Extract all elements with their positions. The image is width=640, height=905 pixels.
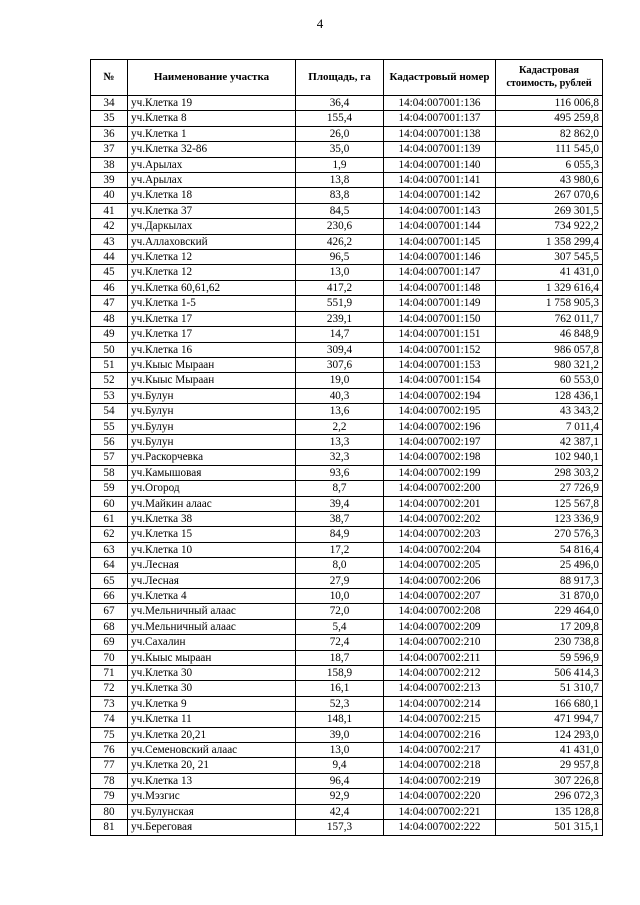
area-value: 10,0 xyxy=(296,589,384,604)
table-row xyxy=(91,203,603,218)
area-value: 551,9 xyxy=(296,296,384,311)
area-value: 35,0 xyxy=(296,142,384,157)
cadastral-value: 267 070,6 xyxy=(496,188,603,203)
cadastral-number: 14:04:007002:210 xyxy=(384,635,496,650)
cadastral-number: 14:04:007002:209 xyxy=(384,619,496,634)
area-value: 42,4 xyxy=(296,804,384,819)
parcel-name: уч.Булун xyxy=(128,434,296,449)
area-value: 32,3 xyxy=(296,450,384,465)
cadastral-value: 43 980,6 xyxy=(496,173,603,188)
table-row xyxy=(91,219,603,234)
cadastral-number: 14:04:007002:211 xyxy=(384,650,496,665)
row-number: 44 xyxy=(91,250,128,265)
table-row xyxy=(91,188,603,203)
parcel-name: уч.Булун xyxy=(128,404,296,419)
row-number: 42 xyxy=(91,219,128,234)
table-row xyxy=(91,357,603,372)
parcel-name: уч.Клетка 12 xyxy=(128,265,296,280)
table-row xyxy=(91,696,603,711)
cadastral-value: 1 358 299,4 xyxy=(496,234,603,249)
cadastral-number: 14:04:007001:150 xyxy=(384,311,496,326)
parcel-name: уч.Лесная xyxy=(128,573,296,588)
cadastral-number: 14:04:007002:214 xyxy=(384,696,496,711)
row-number: 50 xyxy=(91,342,128,357)
row-number: 62 xyxy=(91,527,128,542)
area-value: 40,3 xyxy=(296,388,384,403)
parcel-name: уч.Клетка 12 xyxy=(128,250,296,265)
cadastral-number: 14:04:007001:147 xyxy=(384,265,496,280)
cadastral-number: 14:04:007002:194 xyxy=(384,388,496,403)
cadastral-value: 27 726,9 xyxy=(496,481,603,496)
row-number: 71 xyxy=(91,666,128,681)
cadastral-number: 14:04:007001:142 xyxy=(384,188,496,203)
area-value: 14,7 xyxy=(296,327,384,342)
cadastral-number: 14:04:007001:140 xyxy=(384,157,496,172)
table-row xyxy=(91,404,603,419)
row-number: 76 xyxy=(91,743,128,758)
row-number: 72 xyxy=(91,681,128,696)
cadastral-value: 980 321,2 xyxy=(496,357,603,372)
parcel-name: уч.Булун xyxy=(128,388,296,403)
area-value: 19,0 xyxy=(296,373,384,388)
cadastral-value: 270 576,3 xyxy=(496,527,603,542)
cadastral-number: 14:04:007001:141 xyxy=(384,173,496,188)
table-row xyxy=(91,573,603,588)
row-number: 77 xyxy=(91,758,128,773)
table-row xyxy=(91,373,603,388)
row-number: 61 xyxy=(91,511,128,526)
parcel-name: уч.Кыыс Мыраан xyxy=(128,357,296,372)
table-header-row xyxy=(91,60,603,96)
row-number: 55 xyxy=(91,419,128,434)
area-value: 13,0 xyxy=(296,743,384,758)
cadastral-number: 14:04:007001:148 xyxy=(384,280,496,295)
row-number: 58 xyxy=(91,465,128,480)
cadastral-value: 501 315,1 xyxy=(496,820,603,835)
cadastral-number: 14:04:007002:219 xyxy=(384,773,496,788)
row-number: 57 xyxy=(91,450,128,465)
table-row xyxy=(91,434,603,449)
cadastral-value: 7 011,4 xyxy=(496,419,603,434)
parcel-name: уч.Клетка 30 xyxy=(128,666,296,681)
cadastral-value: 17 209,8 xyxy=(496,619,603,634)
area-value: 84,5 xyxy=(296,203,384,218)
area-value: 52,3 xyxy=(296,696,384,711)
cadastral-number: 14:04:007002:196 xyxy=(384,419,496,434)
cadastral-number: 14:04:007002:217 xyxy=(384,743,496,758)
row-number: 35 xyxy=(91,111,128,126)
table-row xyxy=(91,511,603,526)
table-row xyxy=(91,265,603,280)
cadastral-value: 88 917,3 xyxy=(496,573,603,588)
area-value: 13,0 xyxy=(296,265,384,280)
cadastral-number: 14:04:007001:146 xyxy=(384,250,496,265)
cadastral-value: 307 545,5 xyxy=(496,250,603,265)
parcel-name: уч.Сахалин xyxy=(128,635,296,650)
row-number: 47 xyxy=(91,296,128,311)
cadastral-value: 762 011,7 xyxy=(496,311,603,326)
cadastral-value: 82 862,0 xyxy=(496,126,603,141)
cadastral-number: 14:04:007002:198 xyxy=(384,450,496,465)
row-number: 48 xyxy=(91,311,128,326)
row-number: 39 xyxy=(91,173,128,188)
area-value: 39,4 xyxy=(296,496,384,511)
row-number: 68 xyxy=(91,619,128,634)
row-number: 79 xyxy=(91,789,128,804)
parcel-name: уч.Клетка 38 xyxy=(128,511,296,526)
parcel-name: уч.Кыыс Мыраан xyxy=(128,373,296,388)
cadastral-number: 14:04:007002:200 xyxy=(384,481,496,496)
cadastral-value: 111 545,0 xyxy=(496,142,603,157)
cadastral-value: 298 303,2 xyxy=(496,465,603,480)
row-number: 49 xyxy=(91,327,128,342)
area-value: 8,7 xyxy=(296,481,384,496)
cadastral-value: 1 329 616,4 xyxy=(496,280,603,295)
cadastral-value: 269 301,5 xyxy=(496,203,603,218)
cadastral-value: 41 431,0 xyxy=(496,265,603,280)
cadastral-value: 25 496,0 xyxy=(496,558,603,573)
parcel-name: уч.Семеновский алаас xyxy=(128,743,296,758)
table-row xyxy=(91,820,603,835)
parcel-name: уч.Клетка 16 xyxy=(128,342,296,357)
cadastral-value: 41 431,0 xyxy=(496,743,603,758)
cadastral-number: 14:04:007002:195 xyxy=(384,404,496,419)
table-row xyxy=(91,773,603,788)
area-value: 72,4 xyxy=(296,635,384,650)
parcel-name: уч.Клетка 13 xyxy=(128,773,296,788)
row-number: 80 xyxy=(91,804,128,819)
parcel-name: уч.Раскорчевка xyxy=(128,450,296,465)
parcel-name: уч.Камышовая xyxy=(128,465,296,480)
cadastral-value: 43 343,2 xyxy=(496,404,603,419)
row-number: 63 xyxy=(91,542,128,557)
cadastral-number: 14:04:007002:199 xyxy=(384,465,496,480)
cadastral-value: 124 293,0 xyxy=(496,727,603,742)
table-row xyxy=(91,743,603,758)
area-value: 17,2 xyxy=(296,542,384,557)
cadastral-number: 14:04:007001:153 xyxy=(384,357,496,372)
page-number: 4 xyxy=(316,16,324,31)
cadastral-number: 14:04:007001:137 xyxy=(384,111,496,126)
row-number: 40 xyxy=(91,188,128,203)
table-row xyxy=(91,327,603,342)
parcel-name: уч.Клетка 1 xyxy=(128,126,296,141)
table-row xyxy=(91,727,603,742)
table-row xyxy=(91,789,603,804)
parcel-name: уч.Булунская xyxy=(128,804,296,819)
cadastral-value: 60 553,0 xyxy=(496,373,603,388)
cadastral-number: 14:04:007002:212 xyxy=(384,666,496,681)
cadastral-value: 734 922,2 xyxy=(496,219,603,234)
table-row xyxy=(91,666,603,681)
parcel-name: уч.Клетка 4 xyxy=(128,589,296,604)
area-value: 96,4 xyxy=(296,773,384,788)
row-number: 46 xyxy=(91,280,128,295)
row-number: 41 xyxy=(91,203,128,218)
cadastral-value: 135 128,8 xyxy=(496,804,603,819)
parcel-name: уч.Майкин алаас xyxy=(128,496,296,511)
parcel-name: уч.Арылах xyxy=(128,173,296,188)
table-row xyxy=(91,450,603,465)
parcel-name: уч.Клетка 17 xyxy=(128,327,296,342)
cadastral-value: 166 680,1 xyxy=(496,696,603,711)
table-row xyxy=(91,311,603,326)
row-number: 34 xyxy=(91,96,128,111)
parcel-name: уч.Клетка 15 xyxy=(128,527,296,542)
cadastral-number: 14:04:007002:202 xyxy=(384,511,496,526)
parcel-name: уч.Кыыс мыраан xyxy=(128,650,296,665)
row-number: 67 xyxy=(91,604,128,619)
row-number: 81 xyxy=(91,820,128,835)
header-parcel-name: Наименование участка xyxy=(128,60,296,96)
table-row xyxy=(91,650,603,665)
cadastral-value: 102 940,1 xyxy=(496,450,603,465)
table-row xyxy=(91,758,603,773)
cadastral-value: 128 436,1 xyxy=(496,388,603,403)
parcel-name: уч.Клетка 17 xyxy=(128,311,296,326)
parcel-name: уч.Клетка 20,21 xyxy=(128,727,296,742)
cadastral-number: 14:04:007002:205 xyxy=(384,558,496,573)
cadastral-number: 14:04:007002:218 xyxy=(384,758,496,773)
cadastral-value: 229 464,0 xyxy=(496,604,603,619)
cadastral-value: 42 387,1 xyxy=(496,434,603,449)
row-number: 53 xyxy=(91,388,128,403)
area-value: 13,8 xyxy=(296,173,384,188)
table-row xyxy=(91,496,603,511)
parcel-name: уч.Клетка 60,61,62 xyxy=(128,280,296,295)
parcel-name: уч.Даркылах xyxy=(128,219,296,234)
table-body xyxy=(91,96,603,836)
area-value: 83,8 xyxy=(296,188,384,203)
row-number: 70 xyxy=(91,650,128,665)
area-value: 230,6 xyxy=(296,219,384,234)
parcel-name: уч.Клетка 9 xyxy=(128,696,296,711)
area-value: 27,9 xyxy=(296,573,384,588)
parcel-name: уч.Клетка 11 xyxy=(128,712,296,727)
cadastral-number: 14:04:007002:216 xyxy=(384,727,496,742)
area-value: 426,2 xyxy=(296,234,384,249)
cadastral-number: 14:04:007001:138 xyxy=(384,126,496,141)
row-number: 56 xyxy=(91,434,128,449)
cadastral-number: 14:04:007002:207 xyxy=(384,589,496,604)
table-row xyxy=(91,681,603,696)
cadastral-number: 14:04:007001:151 xyxy=(384,327,496,342)
cadastral-number: 14:04:007001:136 xyxy=(384,96,496,111)
parcel-name: уч.Мэзгис xyxy=(128,789,296,804)
area-value: 148,1 xyxy=(296,712,384,727)
area-value: 84,9 xyxy=(296,527,384,542)
cadastral-value: 307 226,8 xyxy=(496,773,603,788)
row-number: 73 xyxy=(91,696,128,711)
table-row xyxy=(91,589,603,604)
parcel-name: уч.Арылах xyxy=(128,157,296,172)
cadastral-value: 116 006,8 xyxy=(496,96,603,111)
cadastral-value: 46 848,9 xyxy=(496,327,603,342)
cadastral-number: 14:04:007002:203 xyxy=(384,527,496,542)
cadastral-number: 14:04:007001:145 xyxy=(384,234,496,249)
cadastral-value: 31 870,0 xyxy=(496,589,603,604)
header-cadastral-value: Кадастровая стоимость, рублей xyxy=(496,60,603,96)
table-row xyxy=(91,142,603,157)
table-row xyxy=(91,173,603,188)
table-row xyxy=(91,481,603,496)
cadastral-number: 14:04:007002:197 xyxy=(384,434,496,449)
table-row xyxy=(91,157,603,172)
area-value: 309,4 xyxy=(296,342,384,357)
area-value: 18,7 xyxy=(296,650,384,665)
parcel-name: уч.Клетка 37 xyxy=(128,203,296,218)
cadastral-value: 986 057,8 xyxy=(496,342,603,357)
area-value: 8,0 xyxy=(296,558,384,573)
area-value: 38,7 xyxy=(296,511,384,526)
table-row xyxy=(91,126,603,141)
cadastral-number: 14:04:007001:154 xyxy=(384,373,496,388)
row-number: 45 xyxy=(91,265,128,280)
cadastral-value: 1 758 905,3 xyxy=(496,296,603,311)
row-number: 51 xyxy=(91,357,128,372)
table-row xyxy=(91,96,603,111)
area-value: 16,1 xyxy=(296,681,384,696)
cadastral-value: 471 994,7 xyxy=(496,712,603,727)
parcel-name: уч.Клетка 19 xyxy=(128,96,296,111)
cadastral-value: 495 259,8 xyxy=(496,111,603,126)
area-value: 96,5 xyxy=(296,250,384,265)
table-row xyxy=(91,804,603,819)
header-area: Площадь, га xyxy=(296,60,384,96)
table-row xyxy=(91,111,603,126)
area-value: 1,9 xyxy=(296,157,384,172)
parcel-name: уч.Мельничный алаас xyxy=(128,604,296,619)
parcel-name: уч.Булун xyxy=(128,419,296,434)
cadastral-number: 14:04:007002:221 xyxy=(384,804,496,819)
parcel-name: уч.Клетка 1-5 xyxy=(128,296,296,311)
land-parcels-table xyxy=(90,59,603,836)
table-row xyxy=(91,419,603,434)
area-value: 13,6 xyxy=(296,404,384,419)
table-row xyxy=(91,542,603,557)
cadastral-value: 230 738,8 xyxy=(496,635,603,650)
cadastral-number: 14:04:007002:208 xyxy=(384,604,496,619)
table-row xyxy=(91,558,603,573)
area-value: 157,3 xyxy=(296,820,384,835)
row-number: 60 xyxy=(91,496,128,511)
cadastral-value: 125 567,8 xyxy=(496,496,603,511)
row-number: 38 xyxy=(91,157,128,172)
parcel-name: уч.Береговая xyxy=(128,820,296,835)
row-number: 37 xyxy=(91,142,128,157)
row-number: 36 xyxy=(91,126,128,141)
parcel-name: уч.Клетка 30 xyxy=(128,681,296,696)
row-number: 59 xyxy=(91,481,128,496)
table-row xyxy=(91,296,603,311)
parcel-name: уч.Аллаховский xyxy=(128,234,296,249)
row-number: 74 xyxy=(91,712,128,727)
parcel-name: уч.Огород xyxy=(128,481,296,496)
area-value: 26,0 xyxy=(296,126,384,141)
row-number: 69 xyxy=(91,635,128,650)
parcel-name: уч.Клетка 32-86 xyxy=(128,142,296,157)
row-number: 43 xyxy=(91,234,128,249)
table-row xyxy=(91,527,603,542)
area-value: 417,2 xyxy=(296,280,384,295)
row-number: 65 xyxy=(91,573,128,588)
table-row xyxy=(91,250,603,265)
parcel-name: уч.Лесная xyxy=(128,558,296,573)
row-number: 52 xyxy=(91,373,128,388)
table-row xyxy=(91,342,603,357)
area-value: 93,6 xyxy=(296,465,384,480)
area-value: 155,4 xyxy=(296,111,384,126)
area-value: 72,0 xyxy=(296,604,384,619)
cadastral-value: 6 055,3 xyxy=(496,157,603,172)
row-number: 66 xyxy=(91,589,128,604)
cadastral-number: 14:04:007001:152 xyxy=(384,342,496,357)
area-value: 2,2 xyxy=(296,419,384,434)
cadastral-number: 14:04:007002:213 xyxy=(384,681,496,696)
table-row xyxy=(91,388,603,403)
cadastral-value: 59 596,9 xyxy=(496,650,603,665)
cadastral-number: 14:04:007001:139 xyxy=(384,142,496,157)
header-cadastral-number: Кадастровый номер xyxy=(384,60,496,96)
parcel-name: уч.Клетка 20, 21 xyxy=(128,758,296,773)
area-value: 239,1 xyxy=(296,311,384,326)
area-value: 5,4 xyxy=(296,619,384,634)
cadastral-number: 14:04:007001:143 xyxy=(384,203,496,218)
row-number: 54 xyxy=(91,404,128,419)
cadastral-value: 29 957,8 xyxy=(496,758,603,773)
cadastral-value: 51 310,7 xyxy=(496,681,603,696)
cadastral-number: 14:04:007002:215 xyxy=(384,712,496,727)
cadastral-number: 14:04:007002:220 xyxy=(384,789,496,804)
area-value: 307,6 xyxy=(296,357,384,372)
parcel-name: уч.Клетка 18 xyxy=(128,188,296,203)
table-row xyxy=(91,604,603,619)
table-row xyxy=(91,712,603,727)
area-value: 36,4 xyxy=(296,96,384,111)
table-row xyxy=(91,635,603,650)
table-row xyxy=(91,234,603,249)
header-number: № xyxy=(91,60,128,96)
table-row xyxy=(91,280,603,295)
area-value: 9,4 xyxy=(296,758,384,773)
parcel-name: уч.Клетка 10 xyxy=(128,542,296,557)
row-number: 64 xyxy=(91,558,128,573)
cadastral-number: 14:04:007002:206 xyxy=(384,573,496,588)
row-number: 75 xyxy=(91,727,128,742)
area-value: 158,9 xyxy=(296,666,384,681)
area-value: 13,3 xyxy=(296,434,384,449)
cadastral-number: 14:04:007002:204 xyxy=(384,542,496,557)
parcel-name: уч.Мельничный алаас xyxy=(128,619,296,634)
cadastral-number: 14:04:007001:144 xyxy=(384,219,496,234)
cadastral-number: 14:04:007002:201 xyxy=(384,496,496,511)
area-value: 92,9 xyxy=(296,789,384,804)
parcel-name: уч.Клетка 8 xyxy=(128,111,296,126)
table-row xyxy=(91,465,603,480)
cadastral-value: 296 072,3 xyxy=(496,789,603,804)
cadastral-number: 14:04:007001:149 xyxy=(384,296,496,311)
cadastral-value: 506 414,3 xyxy=(496,666,603,681)
cadastral-number: 14:04:007002:222 xyxy=(384,820,496,835)
table-row xyxy=(91,619,603,634)
area-value: 39,0 xyxy=(296,727,384,742)
cadastral-value: 123 336,9 xyxy=(496,511,603,526)
cadastral-value: 54 816,4 xyxy=(496,542,603,557)
row-number: 78 xyxy=(91,773,128,788)
